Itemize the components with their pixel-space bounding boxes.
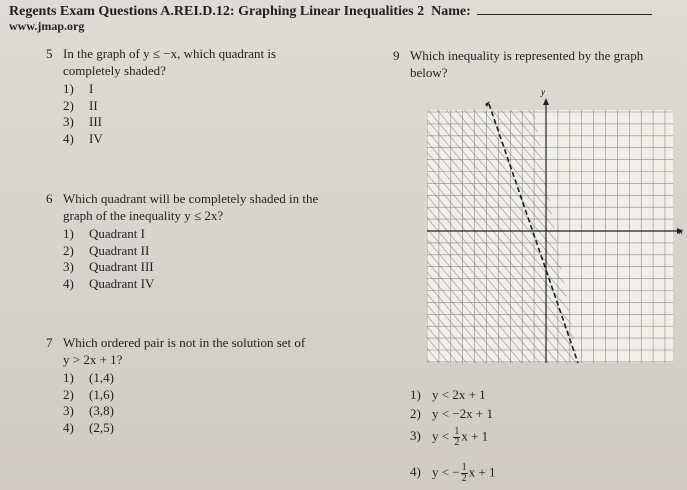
page-title (9, 2, 652, 20)
y-axis-label: y (541, 87, 545, 97)
answer-options (63, 225, 154, 291)
answer-option[interactable]: 1) Quadrant I (63, 226, 145, 241)
answer-option[interactable]: 2) Quadrant II (63, 242, 150, 258)
title-text: Regents Exam Questions A.REI.D.12: Graphing Linear Inequalities 2 (9, 4, 425, 19)
stem-line: Which ordered pair is not in the solution set of (63, 335, 306, 350)
answer-option[interactable]: 4) Quadrant IV (63, 275, 155, 291)
answer-option[interactable]: 2) y < −2x + 1 (410, 406, 493, 421)
name-blank-line (477, 2, 652, 15)
stem-line: Which inequality is represented by the graph (410, 48, 644, 63)
answer-option[interactable]: 4) IV (63, 130, 103, 146)
answer-options (63, 80, 103, 146)
stem-line: In the graph of y ≤ −x, which quadrant is (63, 46, 277, 61)
site-url: www.jmap.org (9, 19, 85, 33)
answer-option[interactable]: 4) (2,5) (63, 419, 114, 435)
question-number: 6 (46, 191, 53, 206)
stem-line: below? (410, 65, 448, 80)
question-stem (63, 45, 276, 79)
answer-option[interactable]: 2) II (63, 97, 98, 113)
answer-option[interactable]: 1) y < 2x + 1 (410, 387, 486, 402)
graph-svg (415, 84, 687, 374)
stem-line: completely shaded? (63, 63, 166, 78)
answer-option[interactable]: 3) (3,8) (63, 403, 114, 418)
y-axis-arrow (543, 98, 549, 105)
stem-line: y > 2x + 1? (63, 352, 123, 367)
stem-line: graph of the inequality y ≤ 2x? (63, 208, 224, 223)
answer-option[interactable]: 1) (1,4) (63, 370, 114, 385)
question-number: 9 (393, 48, 400, 63)
answer-option[interactable]: 1) I (63, 81, 94, 96)
inequality-graph (415, 84, 687, 374)
name-label: Name: (431, 4, 471, 19)
answer-option[interactable]: 4) y < − $\frac{1}{2}$ x + 1 (410, 462, 496, 484)
question-stem (410, 47, 643, 81)
answer-option[interactable]: 2) (1,6) (63, 386, 114, 402)
x-axis-label: x (679, 226, 683, 236)
stem-line: Which quadrant will be completely shaded in the (63, 191, 319, 206)
question-stem (63, 190, 318, 224)
answer-option[interactable]: 3) y < $\frac{1}{2}$ x + 1 (410, 426, 489, 448)
answer-option[interactable]: 3) Quadrant III (63, 259, 154, 274)
fraction: $\frac{1}{2}$ (454, 426, 460, 448)
question-number: 5 (46, 46, 53, 61)
fraction: $\frac{1}{2}$ (461, 462, 467, 484)
answer-options (63, 369, 114, 435)
question-stem (63, 334, 305, 368)
answer-option[interactable]: 3) III (63, 114, 102, 129)
question-number: 7 (46, 335, 53, 350)
